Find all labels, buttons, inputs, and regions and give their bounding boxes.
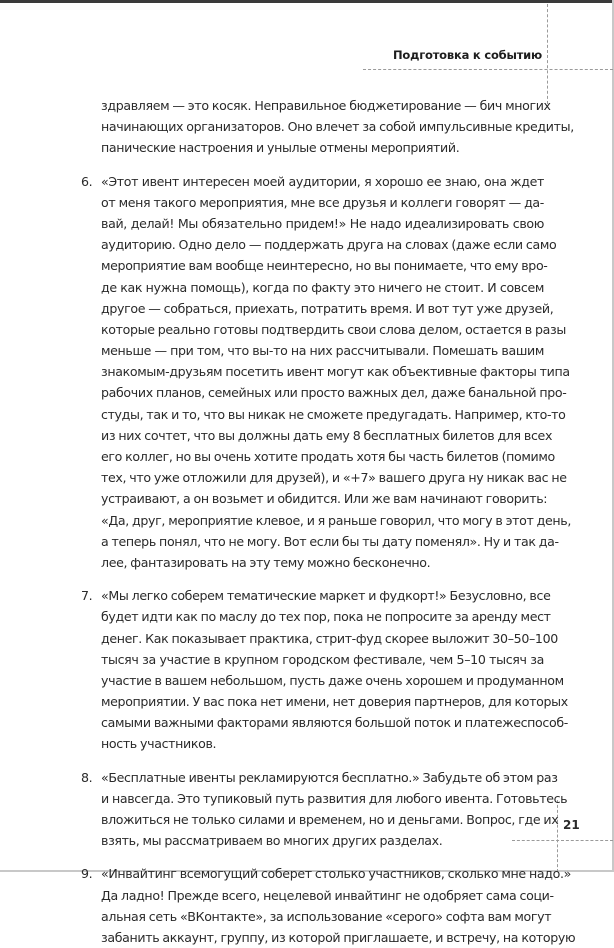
text-line: другое — собраться, приехать, потратить время. И вот тут уже друзей,: [101, 300, 554, 316]
text-line: аудиторию. Одно дело — поддержать друга на словах (даже если само: [101, 237, 557, 253]
text-line: мероприятие вам вообще неинтересно, но вы понимаете, что ему вро-: [101, 258, 548, 274]
text-line: из них сочтет, что вы должны дать ему 8 бесплатных билетов для всех: [101, 427, 553, 443]
text-line: «Мы легко соберем тематические маркет и фудкорт!» Безусловно, все: [101, 588, 551, 604]
list-item-number: 9.: [81, 866, 93, 882]
text-line: его коллег, но вы очень хотите продать хотя бы часть билетов (помимо: [101, 449, 555, 464]
text-line: ность участников.: [101, 736, 217, 752]
text-line: начинающих организаторов. Оно влечет за собой импульсивные кредиты,: [101, 119, 574, 135]
text-line: тех, что уже отложили для друзей), и «+7» вашего друга ну никак вас не: [101, 470, 567, 486]
text-line: вложиться не только силами и временем, но и деньгами. Вопрос, где их: [101, 812, 559, 827]
list-item-number: 6.: [81, 173, 93, 189]
text-line: тысяч за участие в крупном городском фестивале, чем 5–10 тысяч за: [101, 651, 544, 667]
top-border: [0, 0, 614, 3]
text-line: и навсегда. Это тупиковый путь развития для любого ивента. Готовьтесь: [101, 790, 568, 806]
text-line: участие в вашем небольшом, пусть даже очень хорошем и продуманном: [101, 672, 564, 688]
text-line: мероприятии. У вас пока нет имени, нет доверия партнеров, для которых: [101, 694, 568, 710]
text-line: рабочих планов, семейных или просто важных дел, даже банальной про-: [101, 385, 567, 401]
crop-mark-top-vertical: [547, 4, 548, 104]
list-item-9: [81, 863, 576, 948]
running-header-title: Подготовка к событию: [393, 48, 542, 62]
crop-mark-bottom-vertical: [557, 800, 558, 872]
text-line: Да ладно! Прежде всего, нецелевой инвайтинг не одобряет сама соци-: [101, 887, 554, 903]
text-line: забанить аккаунт, группу, из которой приглашаете, и встречу, на которую: [101, 929, 576, 945]
text-line: от меня такого мероприятия, мне все друзья и коллеги говорят — да-: [101, 194, 544, 210]
list-item-8: [81, 767, 568, 852]
text-line: взять, мы рассматриваем во многих других разделах.: [101, 833, 443, 849]
text-line: панические настроения и унылые отмены мероприятий.: [101, 140, 460, 156]
text-line: которые реально готовы подтвердить свои слова делом, остается в разы: [101, 321, 566, 337]
continued-paragraph: [101, 95, 574, 159]
text-line: «Да, друг, мероприятие клевое, и я раньше говорил, что могу в этот день,: [101, 512, 572, 528]
text-line: «Бесплатные ивенты рекламируются бесплатно.» Забудьте об этом раз: [101, 769, 558, 785]
text-line: будет идти как по маслу до тех пор, пока не попросите за аренду мест: [101, 609, 551, 625]
list-item-number: 8.: [81, 769, 93, 785]
text-line: «Инвайтинг всемогущий соберет столько участников, сколько мне надо.»: [101, 866, 571, 882]
text-line: здравляем — это косяк. Неправильное бюджетирование — бич многих: [101, 98, 551, 113]
text-line: вай, делай! Мы обязательно придем!» Не надо идеализировать свою: [101, 215, 544, 231]
text-line: студы, так и то, что вы никак не сможете предугадать. Например, кто-то: [101, 406, 566, 422]
text-line: самыми важными факторами являются большой поток и платежеспособ-: [101, 715, 568, 731]
text-line: меньше — при том, что вы-то на них рассчитывали. Помешать вашим: [101, 343, 544, 359]
text-line: альная сеть «ВКонтакте», за использование «серого» софта вам могут: [101, 908, 552, 924]
text-line: устраивают, а он возьмет и обидится. Или же вам начинают говорить:: [101, 491, 548, 507]
text-line: де как нужна помощь), когда по факту это ничего не стоит. И совсем: [101, 279, 544, 295]
list-item-number: 7.: [81, 588, 93, 604]
text-line: лее, фантазировать на эту тему можно бесконечно.: [101, 554, 431, 570]
text-line: денег. Как показывает практика, стрит-фуд скорее выложит 30–50–100: [101, 630, 558, 646]
crop-mark-top-horizontal: [363, 69, 613, 70]
text-line: а теперь понял, что не могу. Вот если бы ты дату поменял». Ну и так да-: [101, 533, 559, 549]
page-number: 21: [563, 818, 580, 832]
list-item-7: [81, 585, 568, 755]
list-item-6: [81, 171, 572, 574]
text-line: «Этот ивент интересен моей аудитории, я хорошо ее знаю, она ждет: [101, 173, 544, 189]
text-line: знакомым-друзьям посетить ивент могут как объективные факторы типа: [101, 364, 570, 380]
